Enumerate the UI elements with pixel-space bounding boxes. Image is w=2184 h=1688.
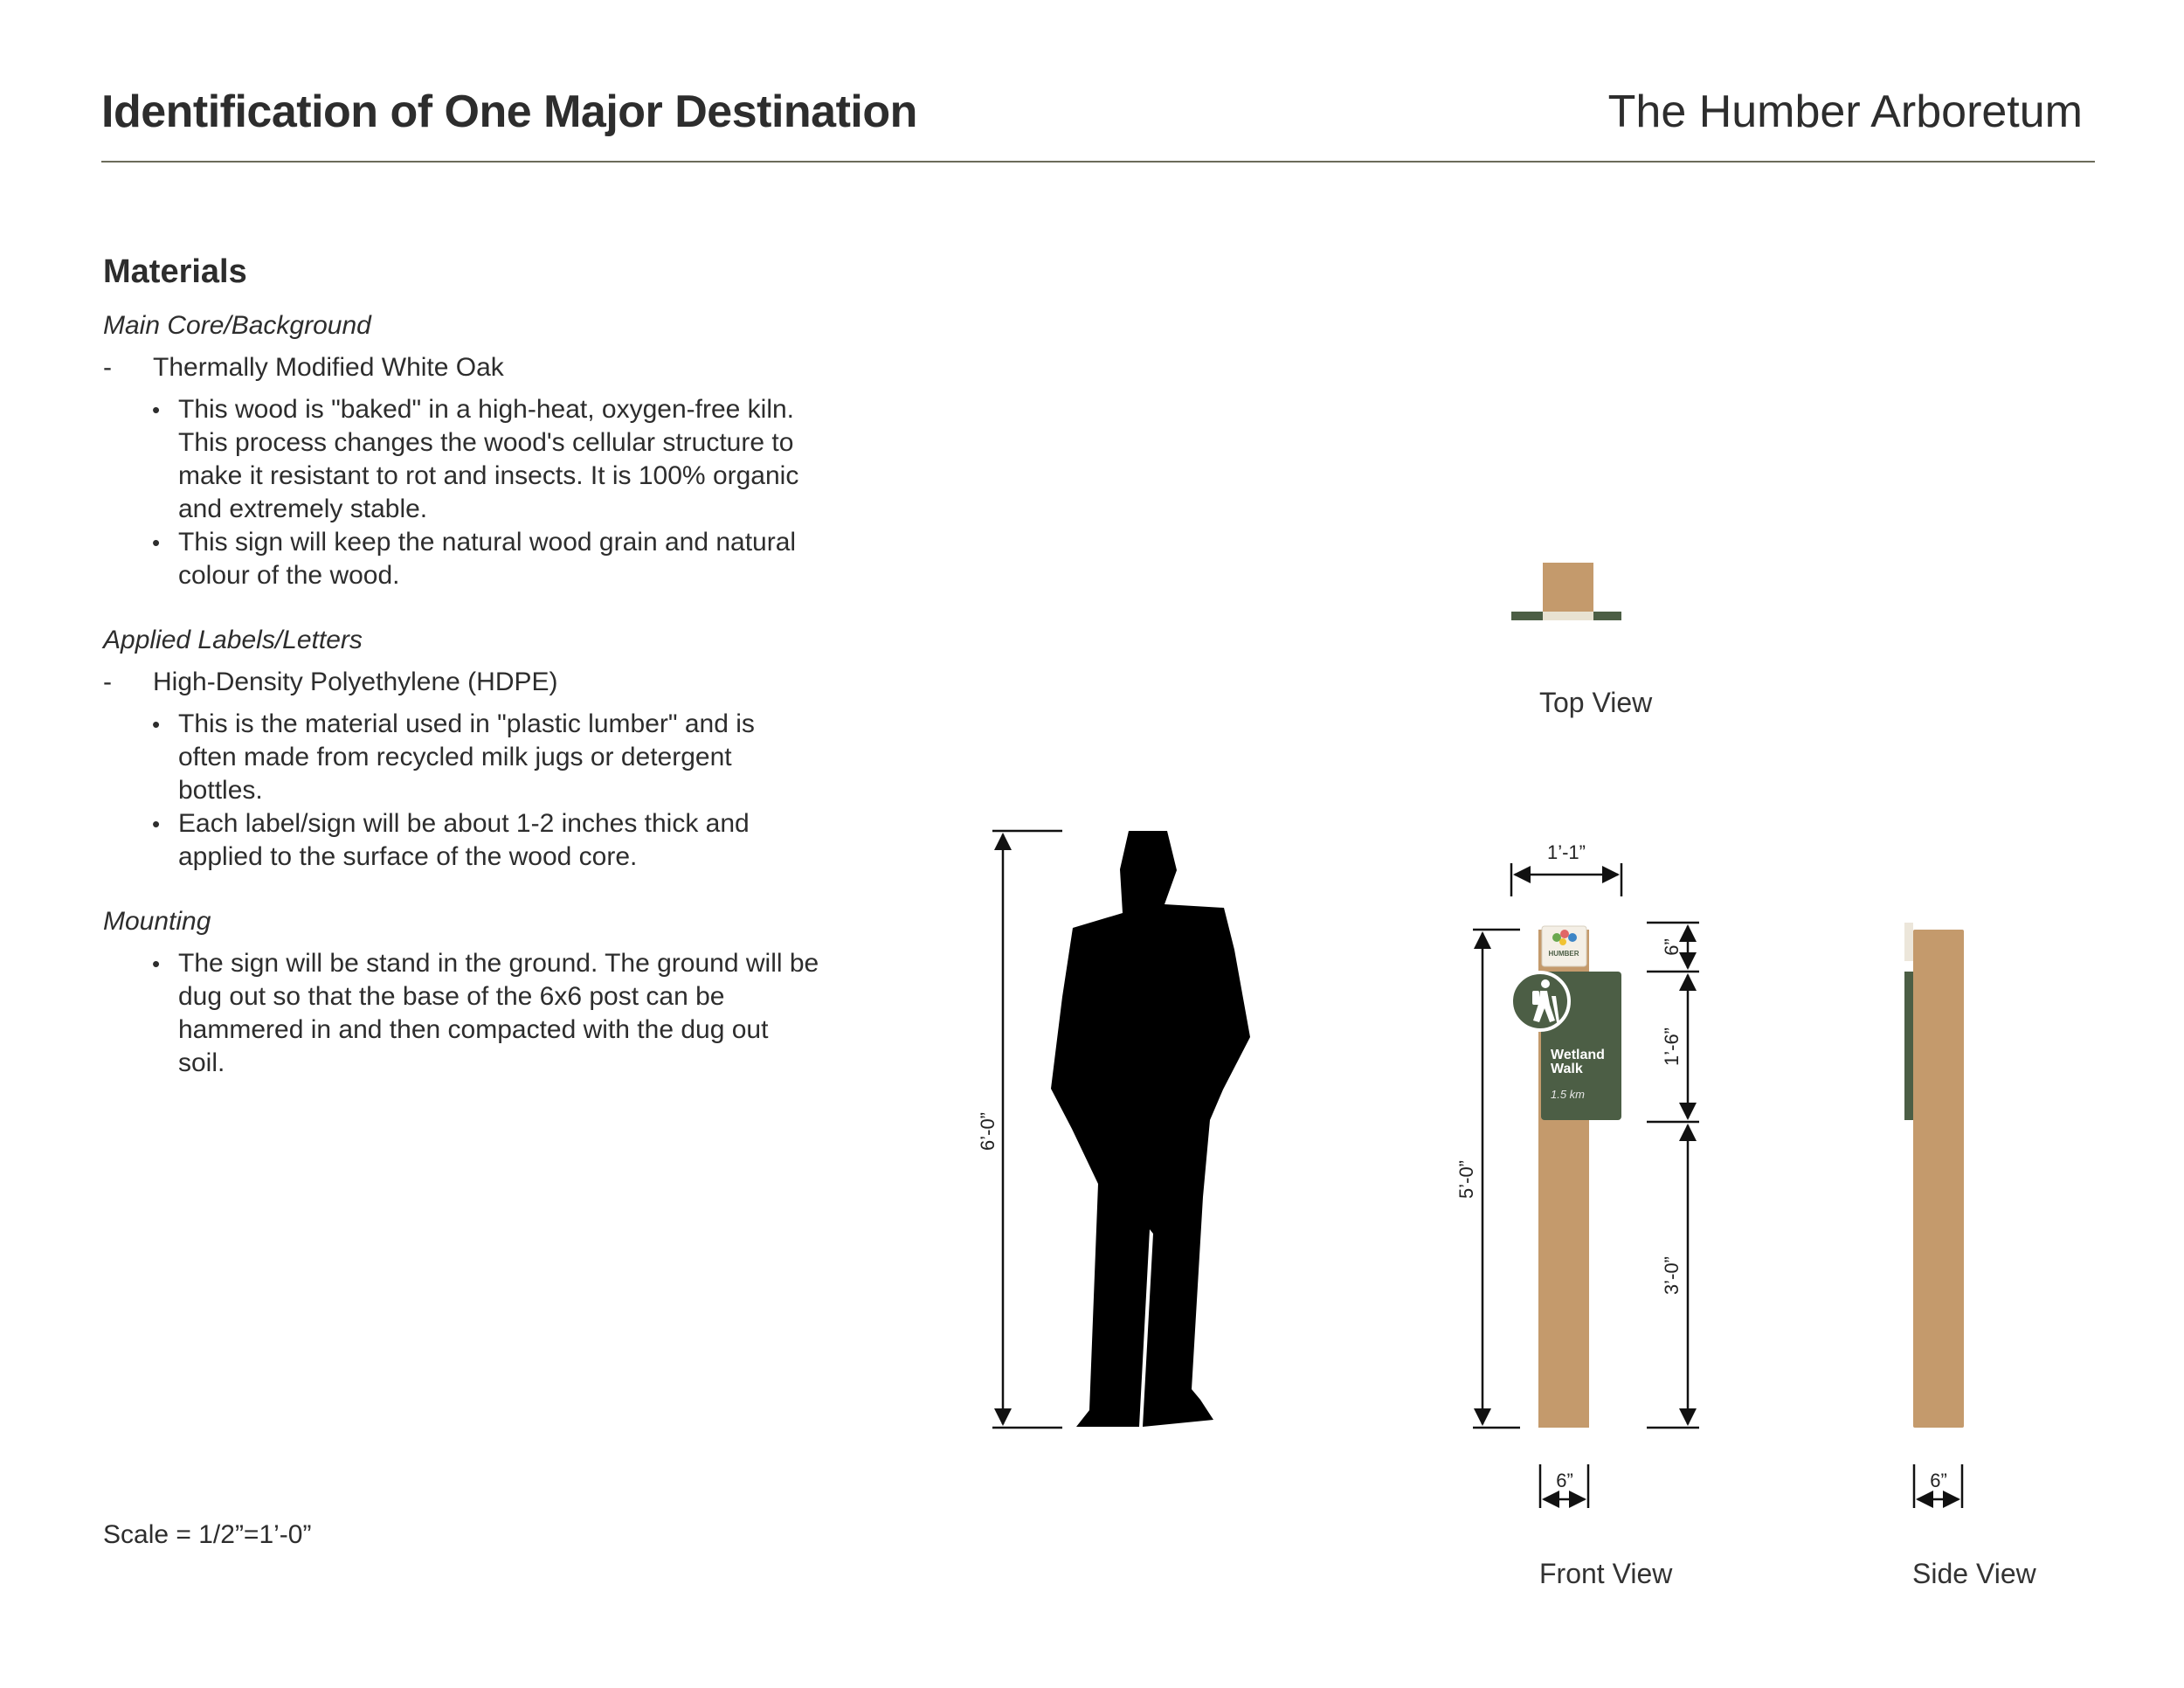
front-view-label: Front View	[1539, 1558, 1673, 1589]
panel-distance: 1.5 km	[1551, 1088, 1586, 1101]
bullet-item: • Each label/sign will be about 1-2 inches thick and applied to the surface of the wood core.	[152, 807, 819, 874]
person-height-dimension	[992, 831, 1062, 1428]
dash-marker: -	[103, 353, 112, 382]
segment-dimensions	[1647, 923, 1699, 1428]
side-view-drawing	[1904, 923, 1964, 1428]
top-view-label: Top View	[1539, 687, 1653, 718]
material-name: Thermally Modified White Oak	[153, 353, 504, 382]
total-height-label: 5’-0”	[1455, 1159, 1477, 1200]
organization-name: The Humber Arboretum	[1607, 86, 2083, 137]
section-title: Main Core/Background	[103, 311, 371, 340]
bullet-item: • The sign will be stand in the ground. The ground will be dug out so that the base of the 6x6 post can be hammered in and then compacted with the dug out soil.	[152, 947, 819, 1080]
dash-marker: -	[103, 668, 112, 696]
person-height-label: 6’-0”	[977, 1111, 999, 1152]
sign-width-dimension	[1511, 863, 1621, 896]
side-view-post	[1913, 930, 1964, 1428]
logo-height-label: 6”	[1661, 938, 1683, 956]
person-silhouette	[1051, 831, 1250, 1427]
side-view-panel-edge	[1904, 972, 1913, 1120]
material-name: High-Density Polyethylene (HDPE)	[153, 668, 558, 696]
sign-width-label: 1’-1”	[1546, 841, 1586, 863]
top-view-core	[1543, 612, 1593, 620]
section-title: Mounting	[103, 907, 211, 936]
panel-destination-line: Walk	[1551, 1062, 1583, 1076]
section-title: Applied Labels/Letters	[103, 626, 363, 654]
page-title: Identification of One Major Destination	[101, 86, 917, 137]
side-view-logo-edge	[1904, 923, 1913, 961]
logo-text: HUMBER	[1548, 950, 1579, 958]
panel-destination-line: Wetland	[1551, 1048, 1605, 1062]
front-post-width-label: 6”	[1556, 1470, 1573, 1491]
bullet-item: • This is the material used in "plastic lumber" and is often made from recycled milk jugs or detergent bottles.	[152, 708, 819, 807]
top-view-post	[1543, 563, 1593, 619]
post-height-label: 3’-0”	[1661, 1256, 1683, 1296]
front-view-drawing	[1511, 926, 1621, 1428]
top-view-drawing	[1511, 563, 1621, 620]
side-view-label: Side View	[1912, 1558, 2036, 1589]
panel-height-label: 1’-6”	[1661, 1027, 1683, 1067]
scale-note: Scale = 1/2”=1’-0”	[103, 1520, 312, 1549]
bullet-item: • This wood is "baked" in a high-heat, oxygen-free kiln. This process changes the wood's cellular structure to make it resistant to rot and insects. It is 100% organic and extremely stable.	[152, 393, 819, 526]
bullet-item: • This sign will keep the natural wood grain and natural colour of the wood.	[152, 526, 819, 592]
side-post-width-label: 6”	[1930, 1470, 1947, 1491]
materials-heading: Materials	[103, 253, 247, 290]
